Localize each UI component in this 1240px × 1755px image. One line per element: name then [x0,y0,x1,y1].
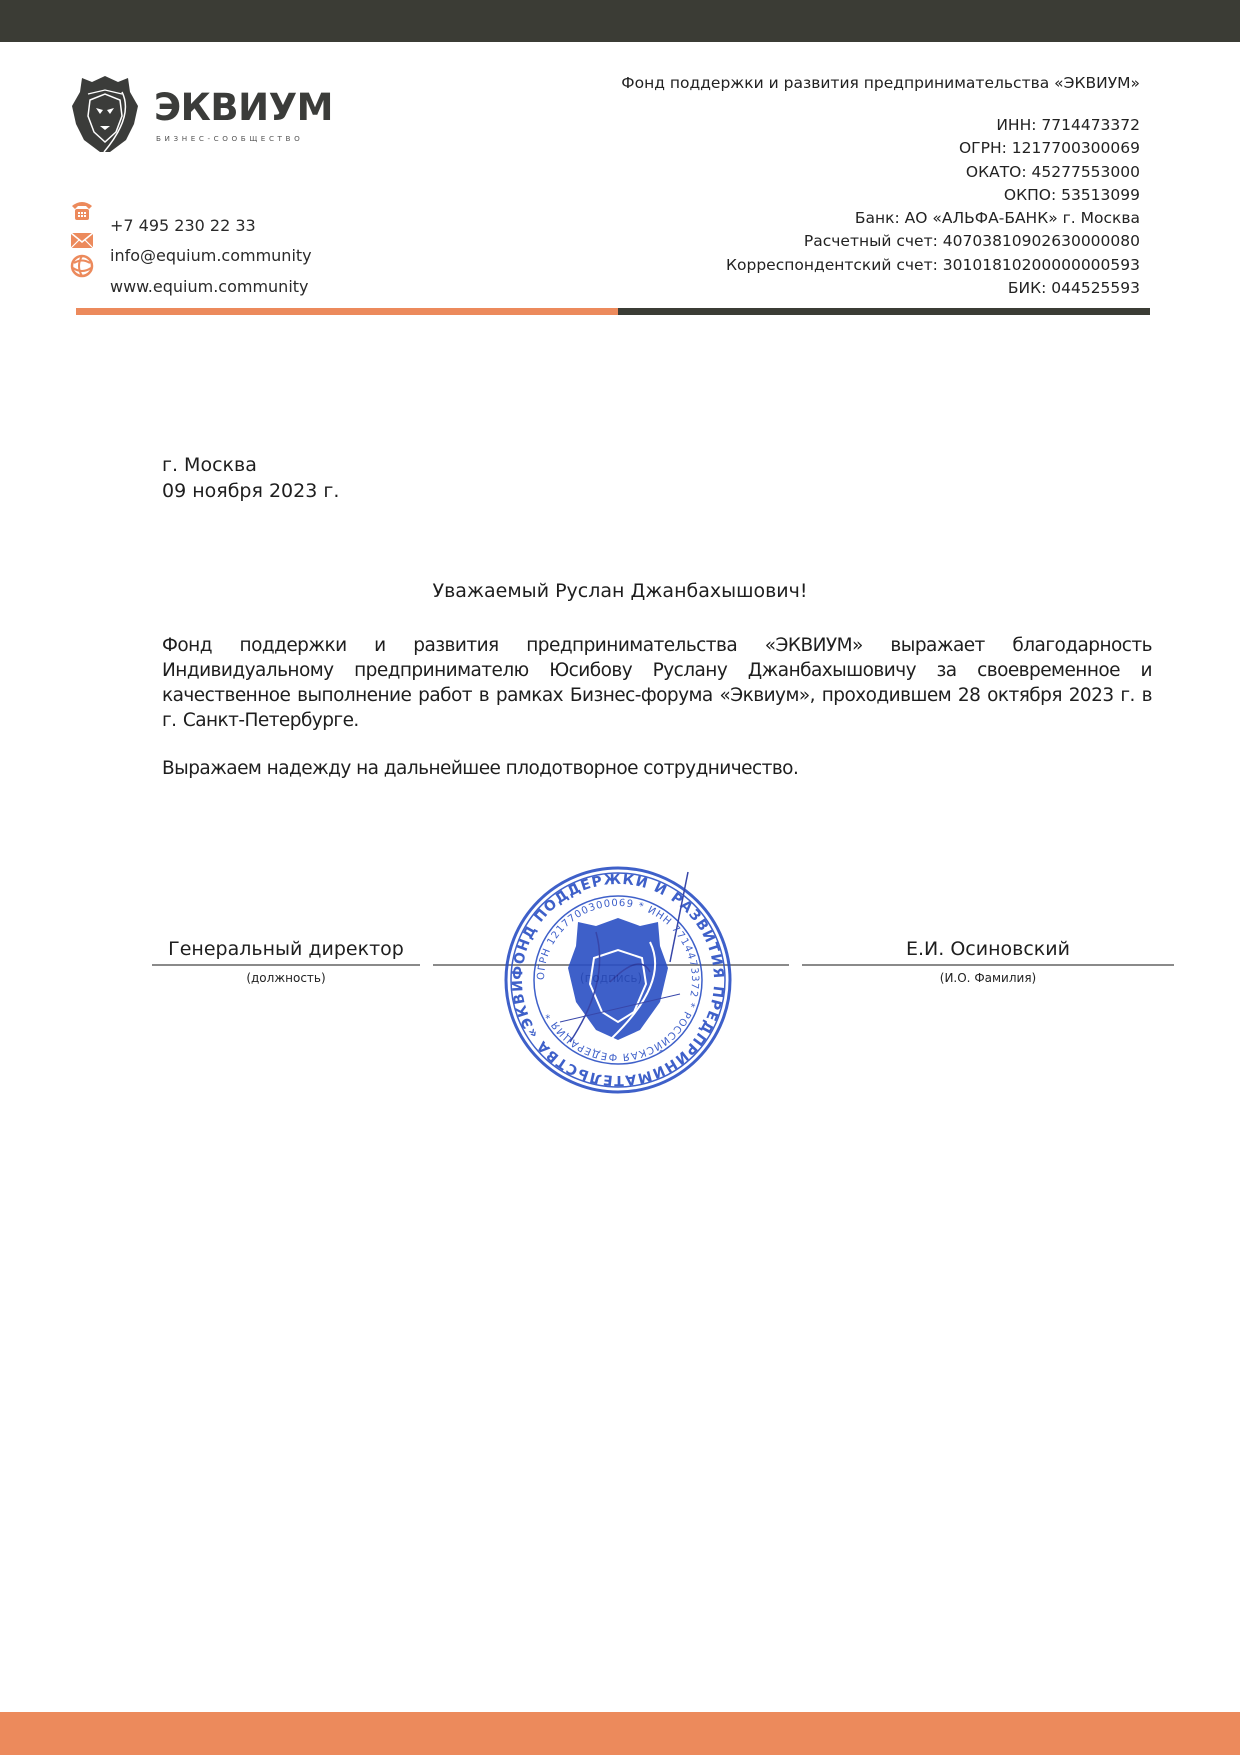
lion-logo-icon [70,72,140,156]
globe-icon [70,254,94,278]
letter-date: 09 ноября 2023 г. [162,480,340,502]
bottom-decorative-bar [0,1712,1240,1755]
letter-salutation: Уважаемый Руслан Джанбахышович! [432,580,808,602]
top-decorative-bar [0,0,1240,42]
logo-title: ЭКВИУМ [154,86,333,129]
contact-phone[interactable]: +7 495 230 22 33 [110,216,256,235]
signer-position: Генеральный директор [168,938,404,960]
requisite-bank: Банк: АО «АЛЬФА-БАНК» г. Москва [854,209,1140,228]
requisite-inn: ИНН: 7714473372 [996,116,1140,134]
requisite-bik: БИК: 044525593 [1007,279,1140,298]
position-caption: (должность) [246,971,326,985]
requisite-account: Расчетный счет: 40703810902630000080 [803,232,1140,251]
contact-website[interactable]: www.equium.community [110,277,309,296]
letter-city: г. Москва [162,454,257,476]
stamp-seal-icon [500,862,736,1098]
signature-name-field [802,938,1174,985]
signer-name: Е.И. Осиновский [906,938,1070,960]
requisite-ogrn: ОГРН: 1217700300069 [958,139,1140,158]
company-logo [70,72,333,162]
requisite-okato: ОКАТО: 45277553000 [965,162,1140,181]
signature-position-field [152,938,420,985]
organization-name: Фонд поддержки и развития предпринимательства «ЭКВИУМ» [621,74,1140,92]
header-divider-dark [618,308,1150,315]
contact-email[interactable]: info@equium.community [110,246,312,265]
requisite-okpo: ОКПО: 53513099 [1003,185,1140,204]
stamp-outer-text: ФОНД ПОДДЕРЖКИ И РАЗВИТИЯ ПРЕДПРИНИМАТЕЛЬСТВА «ЭКВИ [509,871,727,1089]
requisite-corr-account: Корреспондентский счет: 30101810200000000593 [726,255,1140,274]
name-caption: (И.О. Фамилия) [939,971,1037,985]
stamp-inner-text: ОГРН 1217700300069 * ИНН 7714473372 * РОССИЙСКАЯ ФЕДЕРАЦИЯ * [535,897,701,1063]
requisites-block [726,114,1140,300]
logo-subtitle: БИЗНЕС-СООБЩЕСТВО [156,134,304,143]
signature-line [152,964,420,966]
signature-line [802,964,1174,966]
header-divider-orange [76,308,618,315]
official-stamp [500,862,736,1098]
place-and-date [162,452,339,504]
letter-body: Фонд поддержки и развития предпринимательства «ЭКВИУМ» выражает благодарность Индивидуальному предпринимателю Юсибову Руслану Джанбахышовичу за своевременное и качественное выполнение работ в рамках Бизнес-форума «Эквиум», проходившем 28 октября 2023 г. в г. Санкт-Петербурге. [162,635,1152,731]
letter-closing: Выражаем надежду на дальнейшее плодотворное сотрудничество. [162,758,799,779]
phone-icon [70,198,94,222]
mail-icon [70,228,94,252]
